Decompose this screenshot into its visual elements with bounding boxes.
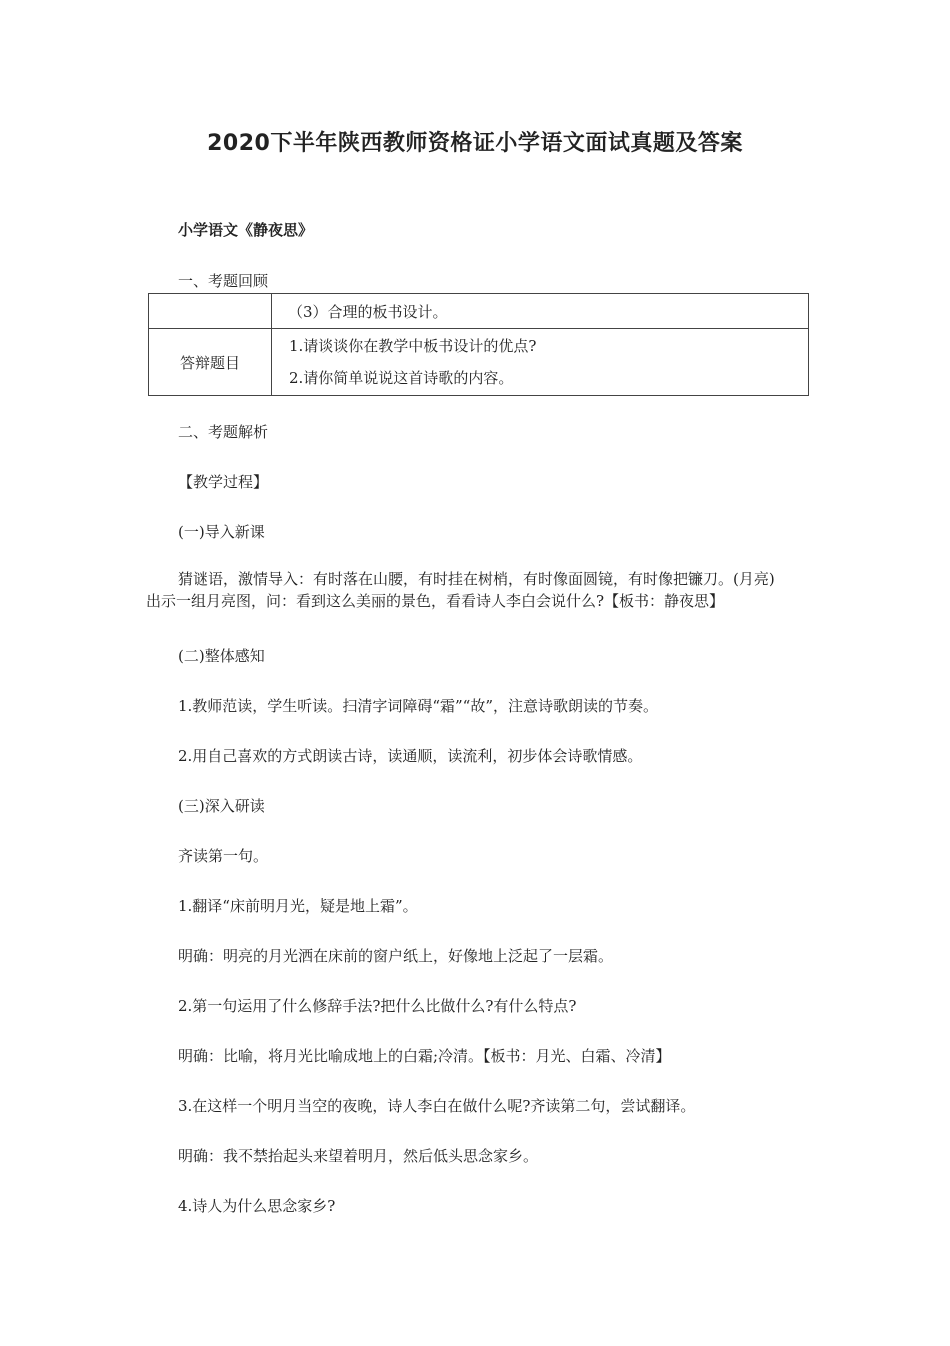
table-row [149, 329, 809, 396]
part-heading-intro: (一)导入新课 [178, 523, 265, 541]
intro-line-1: 猜谜语，激情导入：有时落在山腰，有时挂在树梢，有时像面圆镜，有时像把镰刀。(月亮) [178, 570, 775, 588]
list-item: 2.用自己喜欢的方式朗读古诗，读通顺，读流利，初步体会诗歌情感。 [178, 747, 643, 765]
table-cell-empty [149, 294, 272, 329]
section-heading-review: 一、考题回顾 [178, 272, 269, 290]
table-row [149, 294, 809, 329]
intro-paragraph [146, 568, 810, 612]
list-item: 明确：比喻，将月光比喻成地上的白霜;冷清。【板书：月光、白霜、冷清】 [178, 1047, 671, 1065]
list-item: 明确：明亮的月光洒在床前的窗户纸上，好像地上泛起了一层霜。 [178, 947, 614, 965]
list-item: 1.翻译“床前明月光，疑是地上霜”。 [178, 897, 418, 915]
part-heading-deep-reading: (三)深入研读 [178, 797, 265, 815]
part-heading-overall: (二)整体感知 [178, 647, 265, 665]
table-cell-label: 答辩题目 [149, 329, 272, 396]
defense-question-2: 2.请你简单说说这首诗歌的内容。 [289, 369, 514, 387]
list-item: 1.教师范读，学生听读。扫清字词障碍“霜”“故”，注意诗歌朗读的节奏。 [178, 697, 658, 715]
list-item: 齐读第一句。 [178, 847, 269, 865]
teaching-process-heading: 【教学过程】 [178, 473, 269, 491]
section-heading-analysis: 二、考题解析 [178, 423, 269, 441]
list-item: 3.在这样一个明月当空的夜晚，诗人李白在做什么呢?齐读第二句，尝试翻译。 [178, 1097, 696, 1115]
lesson-subtitle: 小学语文《静夜思》 [178, 221, 314, 239]
defense-question-1: 1.请谈谈你在教学中板书设计的优点? [289, 337, 537, 355]
list-item: 4.诗人为什么思念家乡? [178, 1197, 336, 1215]
list-item: 明确：我不禁抬起头来望着明月，然后低头思念家乡。 [178, 1147, 539, 1165]
table-cell-requirement: （3）合理的板书设计。 [272, 294, 809, 329]
table-cell-questions [272, 329, 809, 396]
intro-line-2: 出示一组月亮图，问：看到这么美丽的景色，看看诗人李白会说什么?【板书：静夜思】 [146, 592, 725, 610]
page-title: 2020下半年陕西教师资格证小学语文面试真题及答案 [207, 131, 743, 156]
list-item: 2.第一句运用了什么修辞手法?把什么比做什么?有什么特点? [178, 997, 577, 1015]
exam-question-table [148, 293, 809, 396]
